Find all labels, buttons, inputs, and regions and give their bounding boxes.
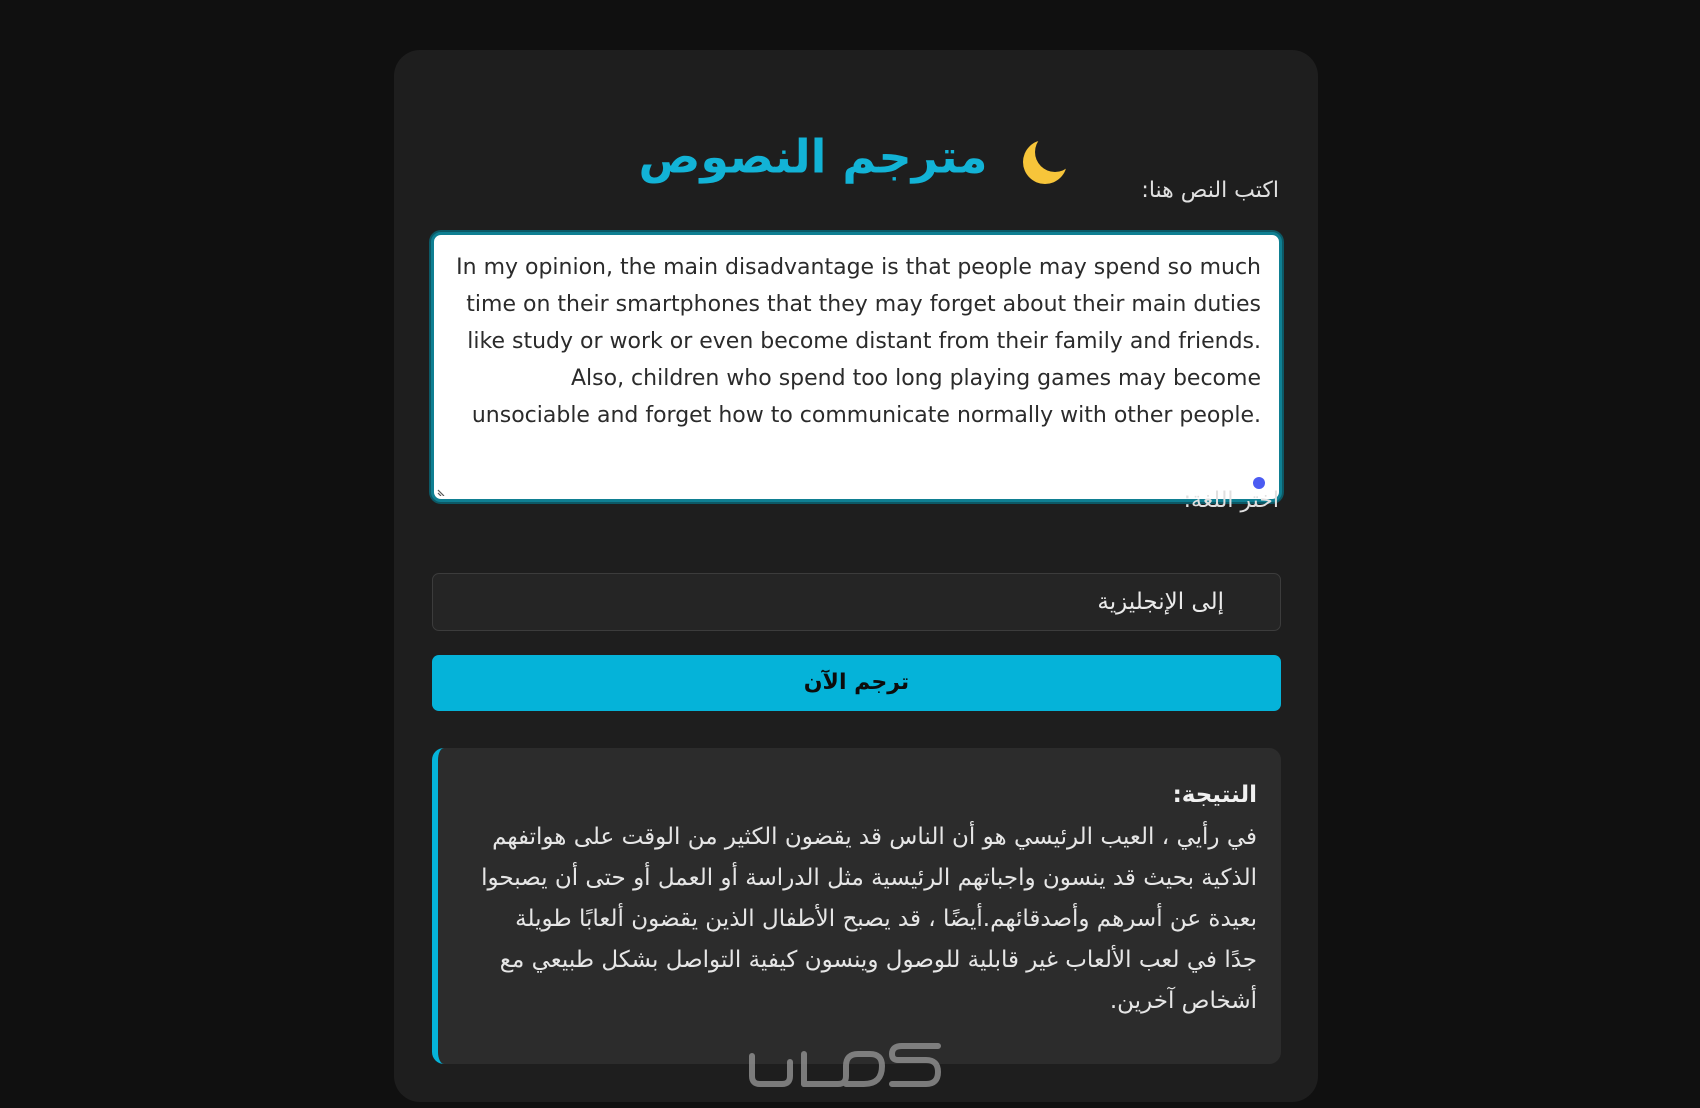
translator-card (394, 50, 1318, 1102)
language-select[interactable]: إلى الإنجليزية (432, 573, 1281, 631)
moon-icon (987, 130, 1073, 184)
khamsat-watermark-logo (742, 1032, 954, 1092)
result-title: النتيجة: (1172, 782, 1257, 808)
result-box (432, 748, 1281, 1064)
text-input-label: اكتب النص هنا: (1141, 178, 1279, 203)
result-text: في رأيي ، العيب الرئيسي هو أن الناس قد يقضون الكثير من الوقت على هواتفهم الذكية بحيث قد ينسون واجباتهم الرئيسية مثل الدراسة أو العمل أو حتى أن يصبحوا بعيدة عن أسرهم وأصدقائهم.أيضًا ، قد يصبح الأطفال الذين يقضون ألعابًا طويلة جدًا في لعب الألعاب غير قابلية للوصول وينسون كيفية التواصل بشكل طبيعي مع أشخاص آخرين. (481, 824, 1257, 1014)
source-text-value[interactable]: In my opinion, the main disadvantage is that people may spend so much time on their smartphones that they may forget about their main duties like study or work or even become distant from their family and friends. Also, children who spend too long playing games may become unsociable and forget how to communicate normally with other people. (456, 255, 1261, 428)
page-title-text: مترجم النصوص (638, 129, 988, 184)
translate-button[interactable]: ترجم الآن (432, 655, 1281, 711)
language-label: اختر اللغة: (1183, 488, 1279, 513)
source-text-input[interactable] (431, 232, 1282, 502)
resize-grip-icon[interactable] (437, 486, 447, 496)
